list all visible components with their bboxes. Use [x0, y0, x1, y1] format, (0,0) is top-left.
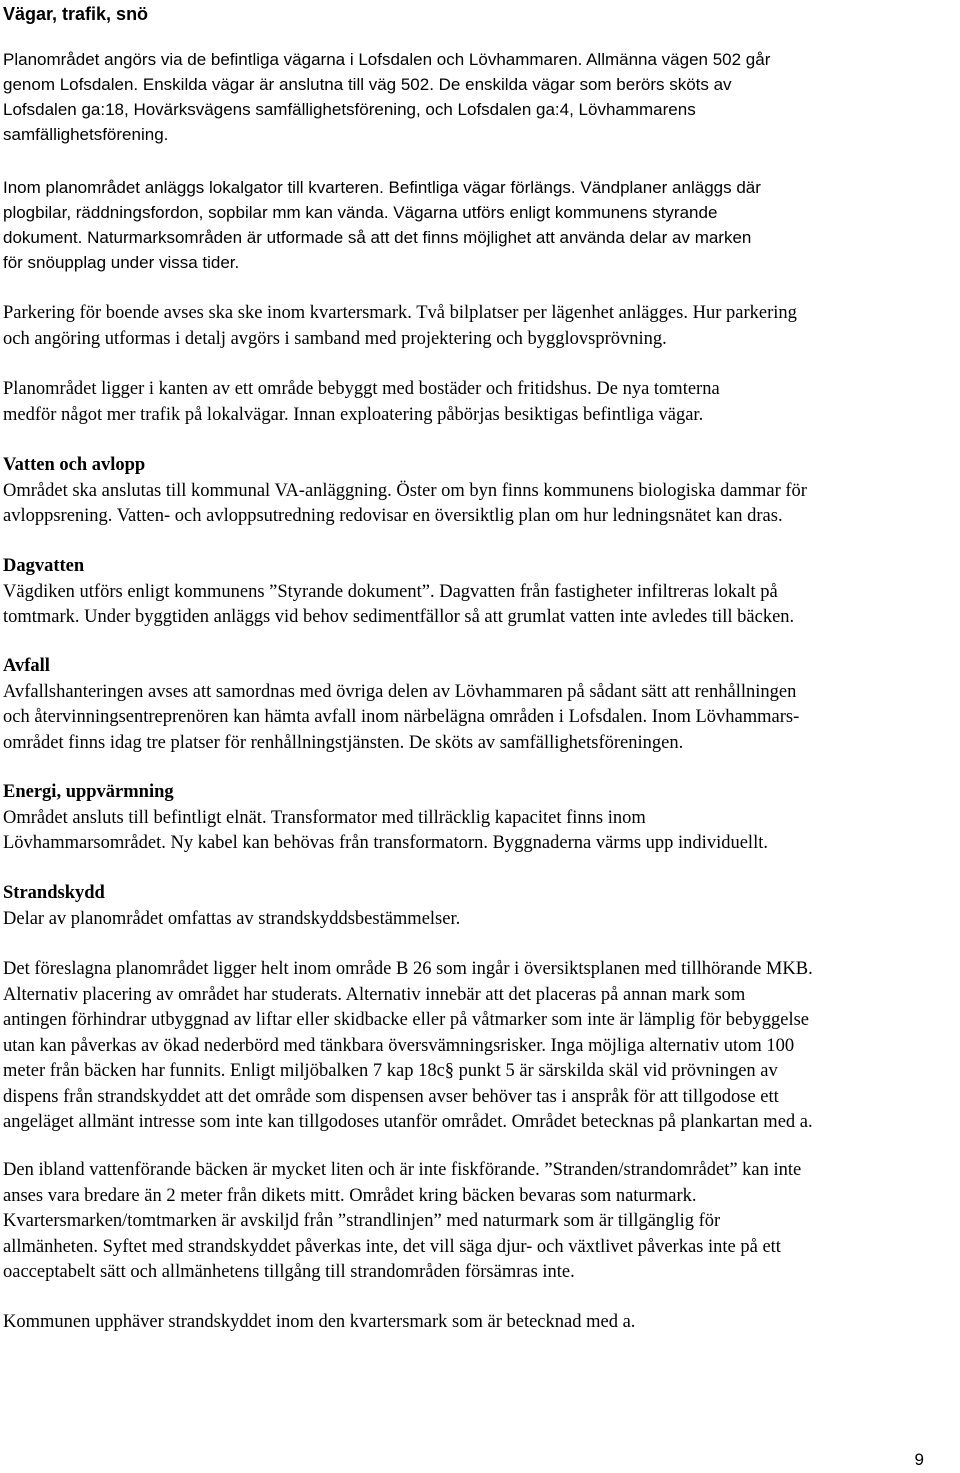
- subheading-water: Vatten och avlopp: [3, 455, 146, 475]
- section-stormwater: [3, 554, 960, 631]
- text-line: allmänheten. Syftet med strandskyddet påverkas inte, det vill säga djur- och växtlivet påverkas inte på ett: [3, 1236, 781, 1257]
- text-line: antingen förhindrar utbyggnad av liftar eller skidbacke eller på våtmarker som inte är lämplig för bebyggelse: [3, 1010, 809, 1030]
- text-line: dokument. Naturmarksområden är utformade så att det finns möjlighet att använda delar av marken: [3, 228, 752, 247]
- text-line: Det föreslagna planområdet ligger helt inom område B 26 som ingår i översiktsplanen med tillhörande MKB.: [3, 959, 813, 979]
- text-line: Området ska anslutas till kommunal VA-anläggning. Öster om byn finns kommunens biologiska dammar för: [3, 480, 807, 501]
- text-line: Vägdiken utförs enligt kommunens ”Styrande dokument”. Dagvatten från fastigheter infiltreras lokalt på: [3, 581, 778, 602]
- text-line: samfällighetsförening.: [3, 125, 169, 144]
- paragraph-traffic: [3, 377, 960, 428]
- paragraph-local-streets: [3, 175, 960, 275]
- text-line: Kommunen upphäver strandskyddet inom den kvartersmark som är betecknad med a.: [3, 1312, 636, 1332]
- text-line: Lofsdalen ga:18, Hovärksvägens samfällighetsförening, och Lofsdalen ga:4, Lövhammarens: [3, 100, 696, 119]
- text-line: genom Lofsdalen. Enskilda vägar är anslutna till väg 502. De enskilda vägar som berörs sköts av: [3, 75, 732, 94]
- section-water: [3, 453, 960, 530]
- text-line: meter från bäcken har funnits. Enligt miljöbalken 7 kap 18c§ punkt 5 är särskilda skäl vid prövningen av: [3, 1061, 778, 1081]
- text-line: Den ibland vattenförande bäcken är mycket liten och är inte fiskförande. ”Stranden/strandområdet” kan inte: [3, 1160, 802, 1180]
- text-line: Avfallshanteringen avses att samordnas med övriga delen av Lövhammaren på sådant sätt att renhållningen: [3, 681, 797, 702]
- text-line: Inom planområdet anläggs lokalgator till kvarteren. Befintliga vägar förlängs. Vändplaner anläggs där: [3, 178, 761, 197]
- paragraph-stream: [3, 1158, 960, 1286]
- paragraph-conclusion: [3, 1310, 960, 1336]
- section-shore-protection: [3, 881, 960, 932]
- subheading-energy: Energi, uppvärmning: [3, 782, 174, 802]
- text-line: anses vara bredare än 2 meter från dikets mitt. Området kring bäcken bevaras som naturmark.: [3, 1185, 697, 1206]
- text-line: Lövhammarsområdet. Ny kabel kan behövas från transformatorn. Byggnaderna värms upp individuellt.: [3, 833, 768, 853]
- page-number: 9: [914, 1450, 924, 1469]
- text-line: och angöring utformas i detalj avgörs i samband med projektering och bygglovsprövning.: [3, 328, 667, 349]
- text-line: och återvinningsentreprenören kan hämta avfall inom närbelägna områden i Lofsdalen. Inom Lövhammars-: [3, 707, 800, 727]
- text-line: för snöupplag under vissa tider.: [3, 253, 240, 272]
- text-line: medför något mer trafik på lokalvägar. Innan exploatering påbörjas besiktigas befintliga vägar.: [3, 404, 704, 425]
- section-heading-roads: Vägar, trafik, snö: [3, 4, 149, 24]
- text-line: Området ansluts till befintligt elnät. Transformator med tillräcklig kapacitet finns inom: [3, 807, 646, 828]
- text-line: plogbilar, räddningsfordon, sopbilar mm kan vända. Vägarna utförs enligt kommunens styrande: [3, 203, 718, 222]
- paragraph-intro: [3, 47, 960, 147]
- text-line: Kvartersmarken/tomtmarken är avskiljd från ”strandlinjen” med naturmark som är tillgänglig för: [3, 1211, 721, 1231]
- section-waste: [3, 654, 960, 756]
- section-energy: [3, 780, 960, 857]
- text-line: utan kan påverkas av ökad nederbörd med tänkbara översvämningsrisker. Inga möjliga alternativ utom 100: [3, 1035, 795, 1056]
- text-line: angeläget allmänt intresse som inte kan tillgodoses utanför området. Området betecknas på plankartan med a.: [3, 1112, 813, 1132]
- text-line: Parkering för boende avses ska ske inom kvartersmark. Två bilplatser per lägenhet anlägges. Hur parkering: [3, 303, 797, 323]
- text-line: området finns idag tre platser för renhållningstjänsten. De sköts av samfällighetsföreningen.: [3, 732, 684, 753]
- text-line: Planområdet ligger i kanten av ett område bebyggt med bostäder och fritidshus. De nya tomterna: [3, 379, 720, 399]
- paragraph-shore-detail: [3, 957, 960, 1136]
- text-line: Alternativ placering av området har studerats. Alternativ innebär att det placeras på annan mark som: [3, 984, 746, 1005]
- subheading-waste: Avfall: [3, 656, 50, 676]
- text-line: dispens från strandskyddet att det område som dispensen avser behöver tas i anspråk för att tillgodose ett: [3, 1086, 779, 1107]
- paragraph-parking: [3, 301, 960, 352]
- text-line: tomtmark. Under byggtiden anläggs vid behov sedimentfällor så att grumlat vatten inte avledes till bäcken.: [3, 607, 795, 627]
- text-line: Delar av planområdet omfattas av strandskyddsbestämmelser.: [3, 908, 461, 929]
- subheading-shore-protection: Strandskydd: [3, 883, 105, 903]
- text-line: avloppsrening. Vatten- och avloppsutredning redovisar en översiktlig plan om hur ledningsnätet kan dras.: [3, 506, 783, 526]
- subheading-stormwater: Dagvatten: [3, 556, 85, 576]
- text-line: Planområdet angörs via de befintliga vägarna i Lofsdalen och Lövhammaren. Allmänna vägen 502 går: [3, 50, 771, 69]
- text-line: oacceptabelt sätt och allmänhetens tillgång till strandområden försämras inte.: [3, 1262, 575, 1282]
